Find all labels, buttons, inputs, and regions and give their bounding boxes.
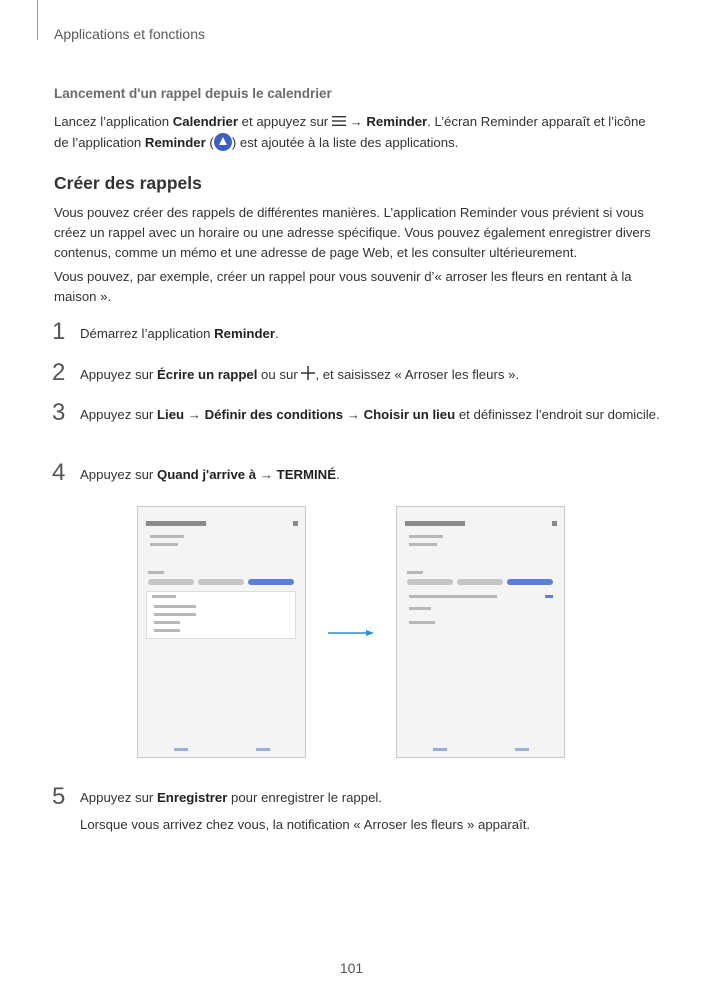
step-3-text: Appuyez sur Lieu → Définir des conditions → Choisir un lieu et définissez l’endroit sur domicile. (80, 407, 660, 422)
screenshot-location-list (137, 506, 306, 758)
plus-icon (301, 366, 315, 386)
reminder-label: Reminder (366, 114, 428, 129)
arrow-right-icon (328, 630, 374, 636)
step-5-note: Lorsque vous arrivez chez vous, la notification « Arroser les fleurs » apparaît. (80, 817, 531, 832)
step-number: 3 (52, 399, 66, 426)
page-number: 101 (339, 960, 364, 976)
step-number: 5 (52, 783, 66, 810)
step-number: 4 (52, 459, 66, 486)
menu-icon (332, 113, 346, 133)
reminder-app-icon (214, 133, 232, 151)
body-paragraph-2: Vous pouvez, par exemple, créer un rappel pour vous souvenir d’« arroser les fleurs en rentant à la maison ». (54, 269, 632, 304)
intro-paragraph: Lancez l’application Calendrier et appuyez sur → Reminder. L’écran Reminder apparaît et l’icône de l’application Reminder ( ) est ajoutée à la liste des applications. (54, 114, 646, 150)
section-header: Applications et fonctions (54, 26, 205, 42)
calendar-label: Calendrier (172, 114, 238, 129)
section-title: Créer des rappels (54, 173, 202, 193)
body-paragraph-1: Vous pouvez créer des rappels de différentes manières. L’application Reminder vous prévient si vous créez un rappel avec un horaire ou une adresse spécifique. Vous pouvez également enregistrer divers contenus, comme un mémo et une adresse de page Web, et les consulter ultérieurement. (54, 205, 651, 260)
step-4-text: Appuyez sur Quand j'arrive à → TERMINÉ. (80, 467, 340, 482)
subheading: Lancement d'un rappel depuis le calendrier (54, 86, 332, 101)
step-2-text: Appuyez sur Écrire un rappel ou sur , et saisissez « Arroser les fleurs ». (80, 365, 660, 386)
step-number: 1 (52, 318, 66, 345)
screenshot-location-set (396, 506, 565, 758)
step-5-text: Appuyez sur Enregistrer pour enregistrer le rappel. (80, 790, 383, 805)
step-number: 2 (52, 359, 66, 386)
step-1-text: Démarrez l’application Reminder. (80, 326, 279, 341)
margin-rule (37, 0, 38, 40)
